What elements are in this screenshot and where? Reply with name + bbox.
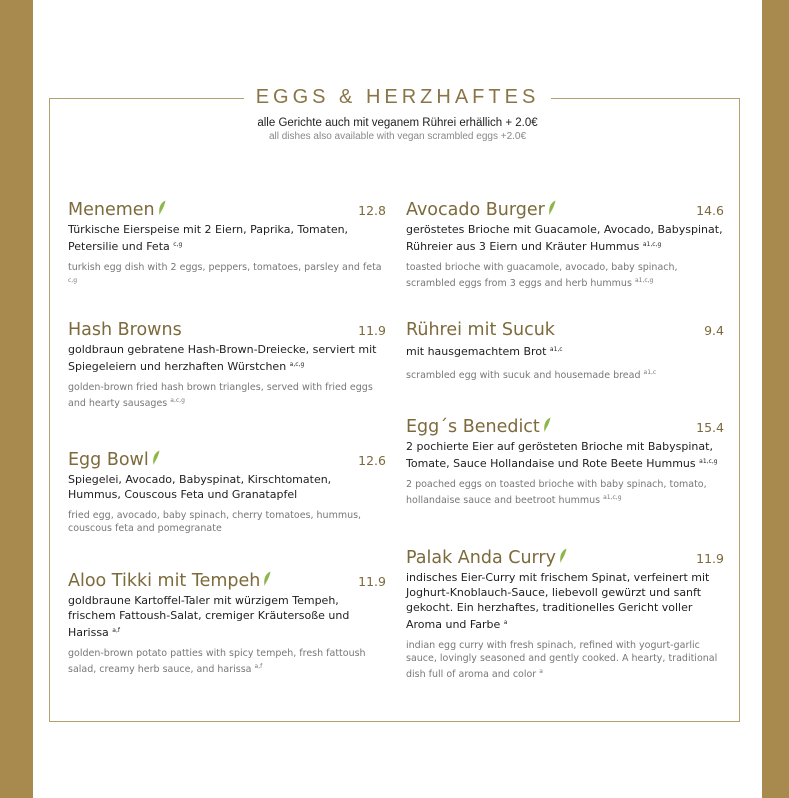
item-description-german: goldbraun gebratene Hash-Brown-Dreiecke, serviert mit Spiegeleiern und herzhaften Würstchen $^{a,c,g}$ (68, 343, 377, 373)
item-price: 11.9 (358, 574, 386, 589)
item-description-english: golden-brown fried hash brown triangles, served with fried eggs and hearty sausages $^{a,c,g}$ (68, 382, 373, 409)
item-price: 11.9 (358, 323, 386, 338)
menu-item-hash-browns (68, 320, 386, 410)
item-price: 12.6 (358, 453, 386, 468)
item-description-english: 2 poached eggs on toasted brioche with baby spinach, tomato, hollandaise sauce and beetroot hummus $^{a1,c,g}$ (406, 479, 707, 506)
item-name: Aloo Tikki mit Tempeh (68, 571, 261, 591)
vegan-leaf-icon (543, 417, 552, 433)
subtitle-english: all dishes also available with vegan scrambled eggs +2.0€ (268, 131, 527, 142)
item-description-english: golden-brown potato patties with spicy tempeh, fresh fattoush salad, creamy herb sauce, and harissa $^{a,f}$ (68, 648, 366, 675)
subtitle-german: alle Gerichte auch mit veganem Rührei erhällich + 2.0€ (257, 117, 538, 129)
item-description-german: indisches Eier-Curry mit frischem Spinat, verfeinert mit Joghurt-Knoblauch-Sauce, liebevoll gewürzt und sanft gekocht. Ein herzhaftes, traditionelles Gericht voller Aroma und Farbe $^a$ (406, 571, 710, 631)
item-description-german: Türkische Eierspeise mit 2 Eiern, Paprika, Tomaten, Petersilie und Feta $^{c,g}$ (68, 223, 349, 253)
item-description-english: indian egg curry with fresh spinach, refined with yogurt-garlic sauce, lovingly seasoned and gently cooked. A hearty, traditional dish full of aroma and color $^a$ (406, 640, 718, 680)
vegan-leaf-icon (263, 571, 272, 587)
item-price: 15.4 (696, 420, 724, 435)
item-price: 11.9 (696, 551, 724, 566)
item-description-german: mit hausgemachtem Brot $^{a1,c}$ (406, 345, 563, 358)
item-description-english: fried egg, avocado, baby spinach, cherry tomatoes, hummus, couscous feta and pomegranate (68, 510, 362, 534)
menu-item-palak-anda-curry (406, 548, 724, 681)
item-description-english: scrambled egg with sucuk and housemade bread $^{a1,c}$ (406, 369, 657, 381)
item-description-english: toasted brioche with guacamole, avocado, baby spinach, scrambled eggs from 3 eggs and herb hummus $^{a1,c,g}$ (406, 262, 678, 289)
vegan-leaf-icon (158, 200, 167, 216)
menu-page (33, 0, 762, 798)
item-name: Hash Browns (68, 320, 182, 340)
menu-item-menemen (68, 200, 386, 290)
vegan-leaf-icon (152, 450, 161, 466)
menu-item-eggs-benedict (406, 417, 724, 507)
vegan-leaf-icon (548, 200, 557, 216)
item-name: Rührei mit Sucuk (406, 320, 555, 340)
menu-item-aloo-tikki (68, 571, 386, 676)
item-price: 9.4 (704, 323, 724, 338)
item-name: Menemen (68, 200, 155, 220)
item-description-german: goldbraune Kartoffel-Taler mit würzigem Tempeh, frischem Fattoush-Salat, cremiger Kräutersoße und Harissa $^{a,f}$ (68, 594, 350, 639)
item-name: Egg Bowl (68, 450, 149, 470)
section-title-text: EGGS & HERZHAFTES (244, 86, 552, 109)
vegan-leaf-icon (559, 548, 568, 564)
item-description-german: Spiegelei, Avocado, Babyspinat, Kirschtomaten, Hummus, Couscous Feta und Granatapfel (68, 473, 332, 501)
item-price: 14.6 (696, 203, 724, 218)
item-description-german: geröstetes Brioche mit Guacamole, Avocado, Babyspinat, Rühreier aus 3 Eiern und Kräuter Hummus $^{a1,c,g}$ (406, 223, 723, 253)
section-title (33, 86, 762, 109)
item-description-german: 2 pochierte Eier auf gerösteten Brioche mit Babyspinat, Tomate, Sauce Hollandaise und Rote Beete Hummus $^{a1,c,g}$ (406, 440, 718, 470)
item-name: Avocado Burger (406, 200, 545, 220)
menu-item-avocado-burger (406, 200, 724, 290)
item-name: Palak Anda Curry (406, 548, 556, 568)
item-name: Egg´s Benedict (406, 417, 540, 437)
item-description-english: turkish egg dish with 2 eggs, peppers, tomatoes, parsley and feta $^{c,g}$ (68, 262, 382, 284)
item-price: 12.8 (358, 203, 386, 218)
menu-item-ruehrei-sucuk (406, 320, 724, 382)
menu-item-egg-bowl (68, 450, 386, 535)
